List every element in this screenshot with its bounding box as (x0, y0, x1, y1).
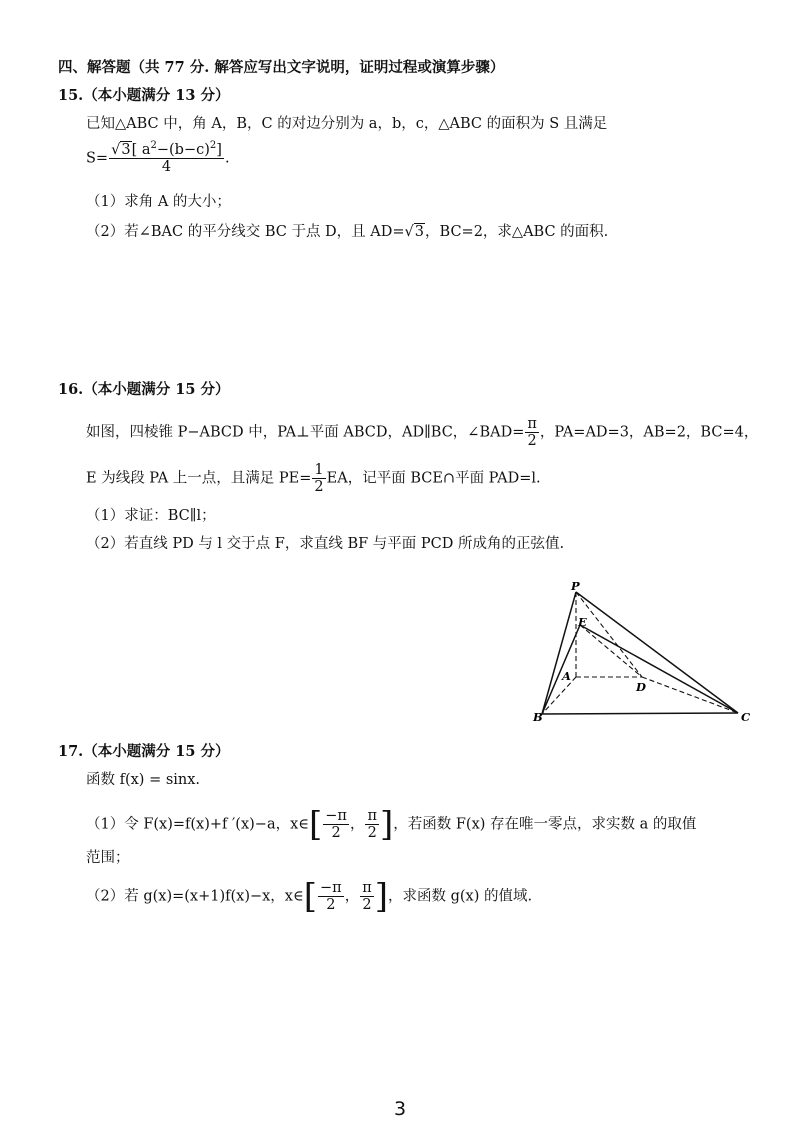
interval-left (318, 880, 344, 913)
edge-ED (580, 625, 642, 677)
label-E: E (578, 615, 587, 629)
label-A: A (562, 669, 571, 683)
q15-part2-post: ，BC=2，求△ABC 的面积. (425, 224, 609, 240)
page-number: 3 (393, 1098, 407, 1120)
q17-part2-pre: （2）若 g(x)=(x+1)f(x)−x，x∈ (86, 888, 304, 905)
interval-separator: ， (344, 888, 360, 905)
q16-header: 16.（本小题满分 15 分） (58, 381, 230, 398)
fraction-numerator: −π (320, 880, 342, 896)
q17-header: 17.（本小题满分 15 分） (58, 743, 230, 760)
q17-func: 函数 f(x) = sinx. (86, 772, 201, 788)
edge-DC (642, 677, 738, 713)
q16-line2 (86, 462, 541, 495)
interval-right (365, 808, 379, 841)
q17-part2 (86, 876, 533, 917)
formula-radical: 3 (121, 142, 131, 158)
fraction-denominator: 2 (314, 479, 324, 495)
q17-part1-cont: 范围； (86, 850, 130, 866)
left-bracket: [ (309, 804, 323, 845)
right-bracket: ] (380, 804, 394, 845)
fraction-denominator: 2 (326, 897, 336, 913)
label-D: D (636, 680, 646, 694)
q16-angle-fraction (525, 416, 539, 449)
q17-part1 (86, 804, 697, 845)
edge-PC (576, 592, 738, 713)
fraction-numerator: π (367, 808, 377, 824)
q17-part1-post: ，若函数 F(x) 存在唯一零点，求实数 a 的取值 (393, 816, 697, 833)
fraction-numerator: π (362, 880, 372, 896)
right-bracket: ] (374, 876, 388, 917)
fraction-denominator: 2 (331, 825, 341, 841)
fraction-numerator: 1 (314, 462, 324, 478)
edge-EC (580, 625, 738, 713)
formula-exp: 2 (209, 140, 217, 152)
pyramid-figure (520, 580, 770, 730)
label-P: P (571, 580, 580, 593)
interval-separator: ， (349, 816, 365, 833)
q15-part2-radical: 3 (414, 224, 425, 240)
fraction-numerator: −π (325, 808, 347, 824)
formula-denominator: 4 (161, 159, 172, 175)
q15-stem: 已知△ABC 中，角 A，B，C 的对边分别为 a，b，c，△ABC 的面积为 S 且满足 (86, 116, 608, 132)
label-C: C (741, 710, 751, 724)
q17-part1-pre: （1）令 F(x)=f(x)+f ′(x)−a，x∈ (86, 816, 310, 833)
q16-ratio-fraction (312, 462, 325, 495)
interval-left (323, 808, 349, 841)
q15-part2-pre: （2）若∠BAC 的平分线交 BC 于点 D，且 AD= (86, 224, 405, 240)
fraction-denominator: 2 (367, 825, 377, 841)
fraction-numerator: π (527, 416, 537, 432)
q16-line1-pre: 如图，四棱锥 P−ABCD 中，PA⊥平面 ABCD，AD∥BC，∠BAD= (86, 424, 525, 441)
fraction-denominator: 2 (362, 897, 372, 913)
edge-BC (542, 713, 738, 714)
formula-num-part: ] (216, 142, 222, 158)
q15-part1: （1）求角 A 的大小； (86, 194, 231, 210)
q15-part2: （2）若∠BAC 的平分线交 BC 于点 D，且 AD=√3，BC=2，求△ABC 的面积. (86, 224, 609, 240)
q16-part2: （2）若直线 PD 与 l 交于点 F，求直线 BF 与平面 PCD 所成角的正弦值. (86, 536, 565, 552)
q15-header: 15.（本小题满分 13 分） (58, 87, 230, 104)
left-bracket: [ (303, 876, 317, 917)
fraction-denominator: 2 (527, 433, 537, 449)
formula-num-part: [ a (131, 142, 151, 158)
q15-formula (86, 142, 230, 175)
q16-line2-post: EA，记平面 BCE∩平面 PAD=l. (326, 470, 541, 487)
q17-part2-post: ，求函数 g(x) 的值域. (387, 888, 533, 905)
formula-numerator: √3[ $a^2-(b-c)^2$] (111, 140, 222, 158)
q16-part1: （1）求证：BC∥l； (86, 508, 216, 524)
section-heading: 四、解答题（共 77 分. 解答应写出文字说明，证明过程或演算步骤） (58, 59, 505, 76)
formula-fraction (109, 142, 224, 175)
q16-line1 (86, 416, 758, 449)
formula-num-part: −(b−c) (156, 142, 210, 158)
label-B: B (533, 710, 543, 724)
interval-right (360, 880, 374, 913)
q16-line1-post: ，PA=AD=3，AB=2，BC=4， (539, 424, 759, 441)
q16-line2-pre: E 为线段 PA 上一点，且满足 PE= (86, 470, 312, 487)
formula-lhs: S= (86, 150, 109, 167)
formula-exp: 2 (150, 140, 157, 152)
formula-end: . (224, 150, 230, 167)
edge-EB (542, 625, 580, 714)
